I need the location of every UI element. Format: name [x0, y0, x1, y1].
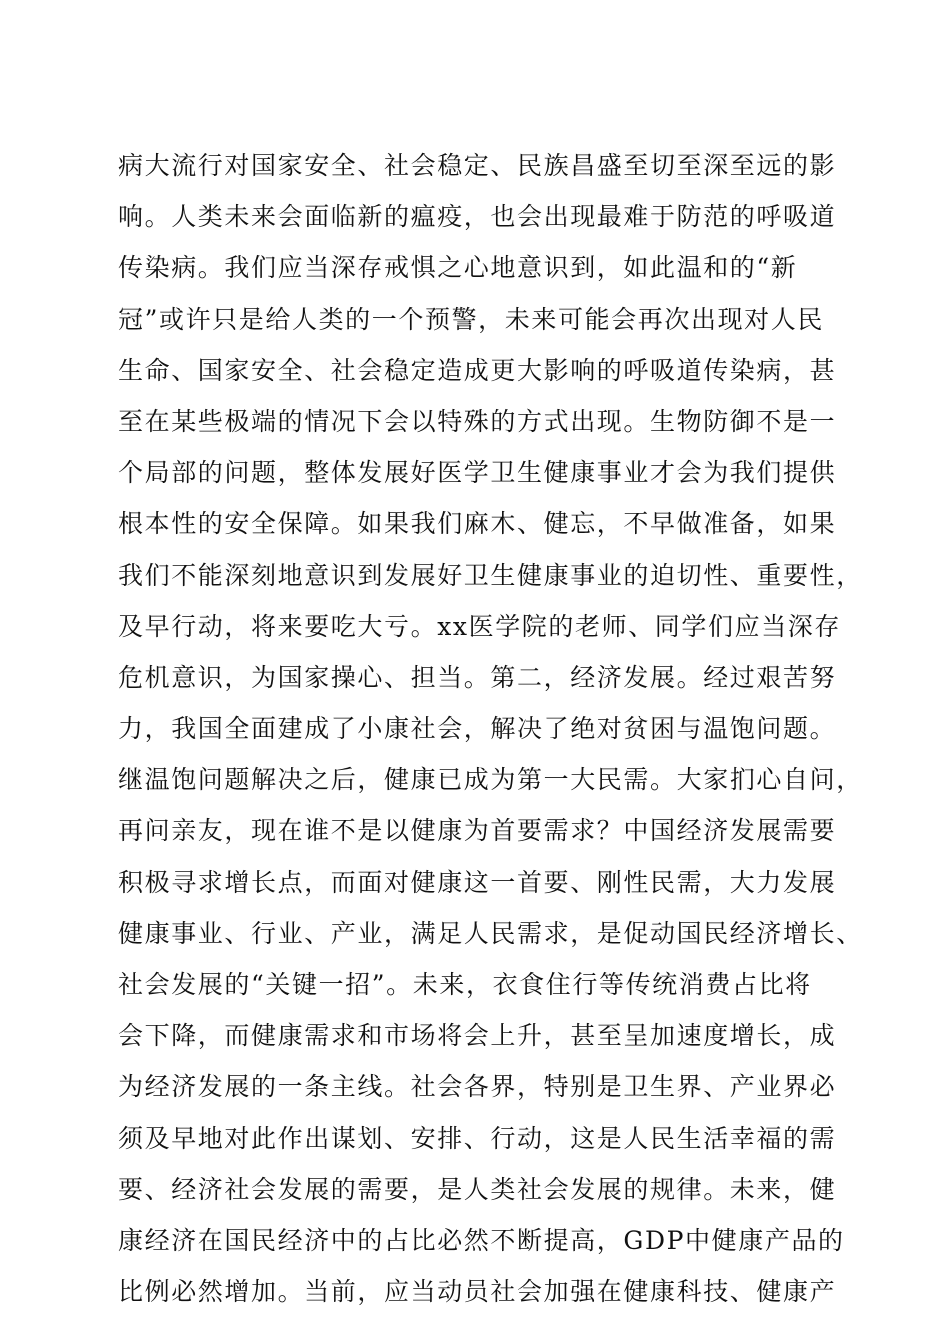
body-text: [118, 140, 863, 1317]
text-line: 社会发展的“关键一招”。未来，衣食住行等传统消费占比将: [118, 970, 812, 999]
text-line: 个局部的问题，整体发展好医学卫生健康事业才会为我们提供: [118, 458, 837, 488]
text-line: 力，我国全面建成了小康社会，解决了绝对贫困与温饱问题。: [118, 714, 837, 744]
text-line: 响。人类未来会面临新的瘟疫，也会出现最难于防范的呼吸道: [118, 202, 837, 232]
text-line: 至在某些极端的情况下会以特殊的方式出现。生物防御不是一: [118, 406, 837, 436]
text-line: 冠”或许只是给人类的一个预警，未来可能会再次出现对人民: [118, 304, 824, 334]
text-line: 康经济在国民经济中的占比必然不断提高，GDP中健康产品的: [118, 1225, 845, 1255]
text-line: 为经济发展的一条主线。社会各界，特别是卫生界、产业界必: [118, 1072, 837, 1102]
text-line: 积极寻求增长点，而面对健康这一首要、刚性民需，大力发展: [118, 867, 837, 897]
text-line: 病大流行对国家安全、社会稳定、民族昌盛至切至深至远的影: [118, 151, 837, 180]
text-line: 要、经济社会发展的需要，是人类社会发展的规律。未来，健: [118, 1174, 837, 1204]
text-line: 及早行动，将来要吃大亏。xx医学院的老师、同学们应当深存: [118, 611, 842, 641]
text-line: 健康事业、行业、产业，满足人民需求，是促动国民经济增长、: [118, 918, 863, 948]
text-line: 再问亲友，现在谁不是以健康为首要需求？中国经济发展需要: [118, 816, 837, 846]
text-line: 继温饱问题解决之后，健康已成为第一大民需。大家扪心自问，: [118, 765, 863, 795]
text-line: 生命、国家安全、社会稳定造成更大影响的呼吸道传染病，甚: [118, 355, 837, 385]
text-line: 传染病。我们应当深存戒惧之心地意识到，如此温和的“新: [118, 253, 798, 283]
text-line: 根本性的安全保障。如果我们麻木、健忘，不早做准备，如果: [118, 509, 837, 539]
text-line: 会下降，而健康需求和市场将会上升，甚至呈加速度增长，成: [118, 1021, 837, 1051]
text-line: 比例必然增加。当前，应当动员社会加强在健康科技、健康产: [118, 1277, 837, 1307]
text-line: 我们不能深刻地意识到发展好卫生健康事业的迫切性、重要性，: [118, 560, 863, 590]
text-line: 须及早地对此作出谋划、安排、行动，这是人民生活幸福的需: [118, 1123, 837, 1153]
text-line: 危机意识，为国家操心、担当。第二，经济发展。经过艰苦努: [118, 662, 837, 692]
